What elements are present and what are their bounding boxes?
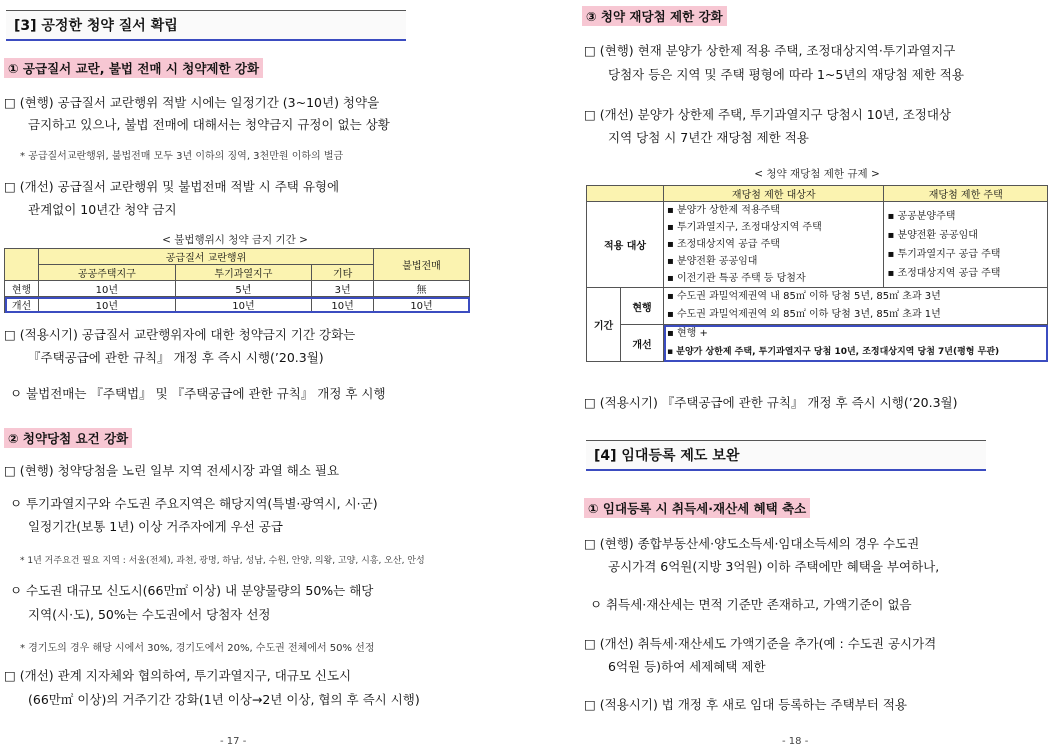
- list-item: ▪ 조정대상지역 공급 주택: [667, 239, 780, 250]
- table-cell: 3년: [312, 281, 374, 297]
- rewin-restriction-table: [586, 185, 1048, 362]
- list-item: ▪ 투기과열지구, 조정대상지역 주택: [667, 222, 822, 233]
- ban-period-table: [4, 248, 470, 313]
- page-number: - 18 -: [782, 736, 809, 747]
- table-header-illegal-resale: 불법전매: [374, 249, 470, 281]
- paragraph-improve-line2: 관계없이 10년간 청약 금지: [28, 202, 177, 217]
- improved-periods: [664, 325, 1048, 362]
- paragraph-current-line1: □ (현행) 공급질서 교란행위 적발 시에는 일정기간 (3~10년) 청약을: [4, 95, 380, 110]
- list-item: ▪ 분양전환 공공임대: [887, 229, 978, 241]
- footnote: * 공급질서교란행위, 불법전매 모두 3년 이하의 징역, 3천만원 이하의 벌금: [20, 151, 344, 162]
- table-col-header: 투기과열지구: [175, 265, 312, 281]
- table-row: [5, 281, 470, 297]
- paragraph-residence-line1: ㅇ 투기과열지구와 수도권 주요지역은 해당지역(특별·광역시, 시·군): [10, 496, 378, 511]
- list-item: ▪ 이전기관 특공 주택 등 당첨자: [667, 273, 806, 284]
- row-label: 현행: [5, 281, 39, 297]
- paragraph-improve-line1: □ (개선) 취득세·재산세도 가액기준을 추가(예 : 수도권 공시가격: [584, 636, 937, 651]
- paragraph-improve-line1: □ (개선) 분양가 상한제 주택, 투기과열지구 당첨시 10년, 조정대상: [584, 107, 952, 122]
- section-title: [4] 임대등록 제도 보완: [586, 440, 986, 471]
- subsection-heading: ③ 청약 재당첨 제한 강화: [582, 6, 727, 26]
- list-item: ▪ 분양가 상한제 적용주택: [667, 205, 780, 216]
- table-cell: 10년: [39, 297, 176, 313]
- house-list: [884, 202, 1048, 288]
- paragraph-illegal-resale: ㅇ 불법전매는 『주택법』 및 『주택공급에 관한 규칙』 개정 후 시행: [10, 386, 386, 401]
- row-label: 개선: [5, 297, 39, 313]
- paragraph-current-line2: 공시가격 6억원(지방 3억원) 이하 주택에만 혜택을 부여하나,: [608, 559, 940, 574]
- subsection-heading: ② 청약당첨 요건 강화: [4, 428, 132, 448]
- paragraph-improve-line2: (66만㎡ 이상)의 거주기간 강화(1년 이상→2년 이상, 협의 후 즉시 시행): [28, 692, 420, 707]
- improve-label: 개선: [621, 325, 664, 362]
- paragraph-current-line2: 당첨자 등은 지역 및 주택 평형에 따라 1~5년의 재당첨 제한 적용: [608, 67, 964, 82]
- paragraph-residence-line2: 일정기간(보통 1년) 이상 거주자에게 우선 공급: [28, 519, 283, 534]
- list-item: ▪ 수도권 과밀억제권역 내 85㎡ 이하 당첨 5년, 85㎡ 초과 3년: [667, 291, 941, 302]
- paragraph-current-line2: 금지하고 있으나, 불법 전매에 대해서는 청약금지 규정이 없는 상황: [28, 117, 390, 132]
- table-cell: 5년: [175, 281, 312, 297]
- table-corner: [587, 186, 664, 202]
- footnote: * 경기도의 경우 해당 시에서 30%, 경기도에서 20%, 수도권 전체에서 50% 선정: [20, 643, 375, 654]
- list-item: ▪ 분양전환 공공임대: [667, 256, 758, 267]
- current-periods: [664, 288, 1048, 325]
- target-list: [664, 202, 884, 288]
- paragraph-newtown-line1: ㅇ 수도권 대규모 신도시(66만㎡ 이상) 내 분양물량의 50%는 해당: [10, 583, 374, 598]
- paragraph-newtown-line2: 지역(시·도), 50%는 수도권에서 당첨자 선정: [28, 607, 271, 622]
- table-caption: < 불법행위시 청약 금지 기간 >: [162, 234, 308, 246]
- table-caption: < 청약 재당첨 제한 규제 >: [754, 168, 880, 180]
- row-label: 적용 대상: [587, 202, 664, 288]
- paragraph-apply: □ (적용시기) 『주택공급에 관한 규칙』 개정 후 즉시 시행(’20.3월): [584, 395, 958, 410]
- table-cell: 10년: [39, 281, 176, 297]
- paragraph-tax: ㅇ 취득세·재산세는 면적 기준만 존재하고, 가액기준이 없음: [590, 597, 912, 612]
- subsection-heading: ① 임대등록 시 취득세·재산세 혜택 축소: [584, 498, 810, 518]
- current-label: 현행: [621, 288, 664, 325]
- paragraph-apply: □ (적용시기) 법 개정 후 새로 임대 등록하는 주택부터 적용: [584, 697, 907, 712]
- page-number: - 17 -: [220, 736, 247, 747]
- paragraph-improve-line2: 지역 당첨 시 7년간 재당첨 제한 적용: [608, 130, 809, 145]
- table-cell: 10년: [374, 297, 470, 313]
- paragraph-improve-line2: 6억원 등)하여 세제혜택 제한: [608, 659, 766, 674]
- table-header-target: 재당첨 제한 대상자: [664, 186, 884, 202]
- paragraph-improve-line1: □ (개선) 관계 지자체와 협의하여, 투기과열지구, 대규모 신도시: [4, 668, 352, 683]
- list-item: ▪ 현행 +: [667, 328, 708, 339]
- list-item: ▪ 공공분양주택: [887, 210, 956, 222]
- paragraph-apply-line1: □ (적용시기) 공급질서 교란행위자에 대한 청약금지 기간 강화는: [4, 327, 356, 342]
- table-group-header: 공급질서 교란행위: [39, 249, 374, 265]
- table-header-house: 재당첨 제한 주택: [884, 186, 1048, 202]
- paragraph-current-line1: □ (현행) 종합부동산세·양도소득세·임대소득세의 경우 수도권: [584, 536, 920, 551]
- page-18: [532, 0, 1064, 753]
- list-item: ▪ 조정대상지역 공급 주택: [887, 267, 1001, 279]
- period-label: 기간: [587, 288, 621, 362]
- table-corner: [5, 249, 39, 281]
- list-item: ▪ 투기과열지구 공급 주택: [887, 248, 1001, 260]
- table-col-header: 기타: [312, 265, 374, 281]
- paragraph-current: □ (현행) 청약당첨을 노린 일부 지역 전세시장 과열 해소 필요: [4, 463, 340, 478]
- paragraph-current-line1: □ (현행) 현재 분양가 상한제 적용 주택, 조정대상지역·투기과열지구: [584, 43, 956, 58]
- table-row-improved: [5, 297, 470, 313]
- paragraph-apply-line2: 『주택공급에 관한 규칙』 개정 후 즉시 시행(’20.3월): [28, 350, 324, 365]
- subsection-heading: ① 공급질서 교란, 불법 전매 시 청약제한 강화: [4, 58, 263, 78]
- table-cell: 無: [374, 281, 470, 297]
- list-item: ▪ 수도권 과밀억제권역 외 85㎡ 이하 당첨 3년, 85㎡ 초과 1년: [667, 309, 941, 320]
- list-item: ▪ 분양가 상한제 주택, 투기과열지구 당첨 10년, 조정대상지역 당첨 7년(평형 무관): [667, 347, 1000, 357]
- section-title: [3] 공정한 청약 질서 확립: [6, 10, 406, 41]
- footnote: * 1년 거주요건 필요 지역 : 서울(전체), 과천, 광명, 하남, 성남, 수원, 안양, 의왕, 고양, 시흥, 오산, 안성: [20, 556, 425, 566]
- table-cell: 10년: [312, 297, 374, 313]
- table-cell: 10년: [175, 297, 312, 313]
- paragraph-improve-line1: □ (개선) 공급질서 교란행위 및 불법전매 적발 시 주택 유형에: [4, 179, 340, 194]
- table-col-header: 공공주택지구: [39, 265, 176, 281]
